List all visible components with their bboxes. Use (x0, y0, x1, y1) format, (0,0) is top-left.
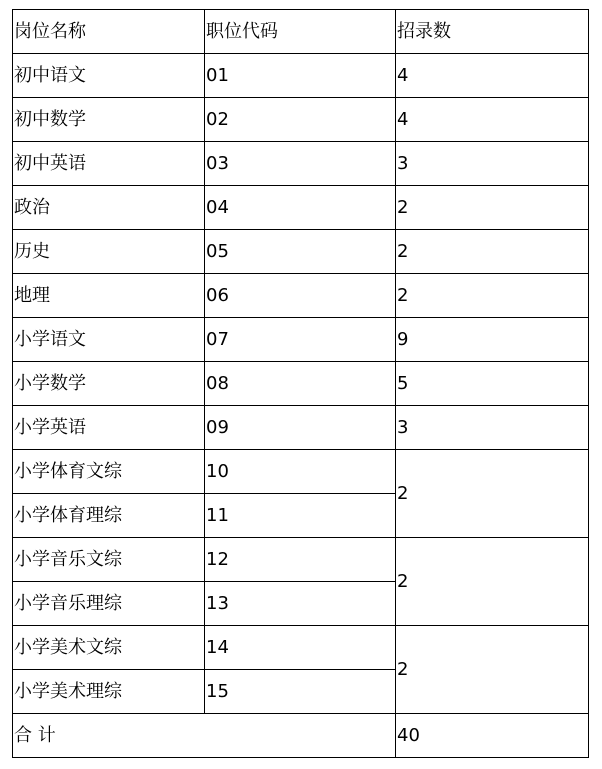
table-row (13, 318, 589, 362)
header-position-code: 职位代码 (205, 10, 396, 54)
cell-position-name: 小学数学 (13, 362, 205, 406)
total-row (13, 714, 589, 758)
cell-recruit-count-merged: 2 (396, 626, 589, 714)
cell-position-code: 04 (205, 186, 396, 230)
cell-position-code: 02 (205, 98, 396, 142)
cell-position-code: 01 (205, 54, 396, 98)
table-row (13, 54, 589, 98)
cell-position-code: 13 (205, 582, 396, 626)
header-position-name: 岗位名称 (13, 10, 205, 54)
table-row (13, 538, 589, 582)
cell-recruit-count: 9 (396, 318, 589, 362)
cell-position-code: 07 (205, 318, 396, 362)
total-label: 合 计 (13, 714, 396, 758)
cell-position-name: 政治 (13, 186, 205, 230)
cell-position-code: 09 (205, 406, 396, 450)
recruitment-table (12, 9, 589, 758)
cell-recruit-count-merged: 2 (396, 538, 589, 626)
cell-position-name: 地理 (13, 274, 205, 318)
cell-position-name: 小学美术文综 (13, 626, 205, 670)
table-row (13, 98, 589, 142)
header-recruit-count: 招录数 (396, 10, 589, 54)
cell-recruit-count: 2 (396, 274, 589, 318)
table-row (13, 362, 589, 406)
cell-position-code: 08 (205, 362, 396, 406)
cell-position-code: 14 (205, 626, 396, 670)
cell-position-name: 小学语文 (13, 318, 205, 362)
cell-position-name: 小学音乐文综 (13, 538, 205, 582)
cell-recruit-count: 3 (396, 142, 589, 186)
cell-position-code: 03 (205, 142, 396, 186)
cell-position-name: 小学音乐理综 (13, 582, 205, 626)
table-row (13, 274, 589, 318)
cell-position-code: 10 (205, 450, 396, 494)
cell-recruit-count: 5 (396, 362, 589, 406)
cell-position-name: 初中语文 (13, 54, 205, 98)
cell-position-name: 小学体育理综 (13, 494, 205, 538)
table-row (13, 450, 589, 494)
cell-position-code: 11 (205, 494, 396, 538)
cell-position-code: 05 (205, 230, 396, 274)
cell-recruit-count: 4 (396, 54, 589, 98)
cell-position-name: 初中英语 (13, 142, 205, 186)
cell-recruit-count: 4 (396, 98, 589, 142)
cell-position-name: 小学体育文综 (13, 450, 205, 494)
cell-position-code: 06 (205, 274, 396, 318)
cell-position-name: 历史 (13, 230, 205, 274)
cell-position-name: 小学英语 (13, 406, 205, 450)
cell-position-name: 初中数学 (13, 98, 205, 142)
table-row (13, 626, 589, 670)
cell-recruit-count-merged: 2 (396, 450, 589, 538)
cell-position-code: 15 (205, 670, 396, 714)
table-row (13, 230, 589, 274)
cell-recruit-count: 2 (396, 230, 589, 274)
table-row (13, 142, 589, 186)
cell-position-name: 小学美术理综 (13, 670, 205, 714)
cell-recruit-count: 2 (396, 186, 589, 230)
cell-position-code: 12 (205, 538, 396, 582)
cell-recruit-count: 3 (396, 406, 589, 450)
total-count: 40 (396, 714, 589, 758)
table-header-row (13, 10, 589, 54)
table-row (13, 186, 589, 230)
table-row (13, 406, 589, 450)
